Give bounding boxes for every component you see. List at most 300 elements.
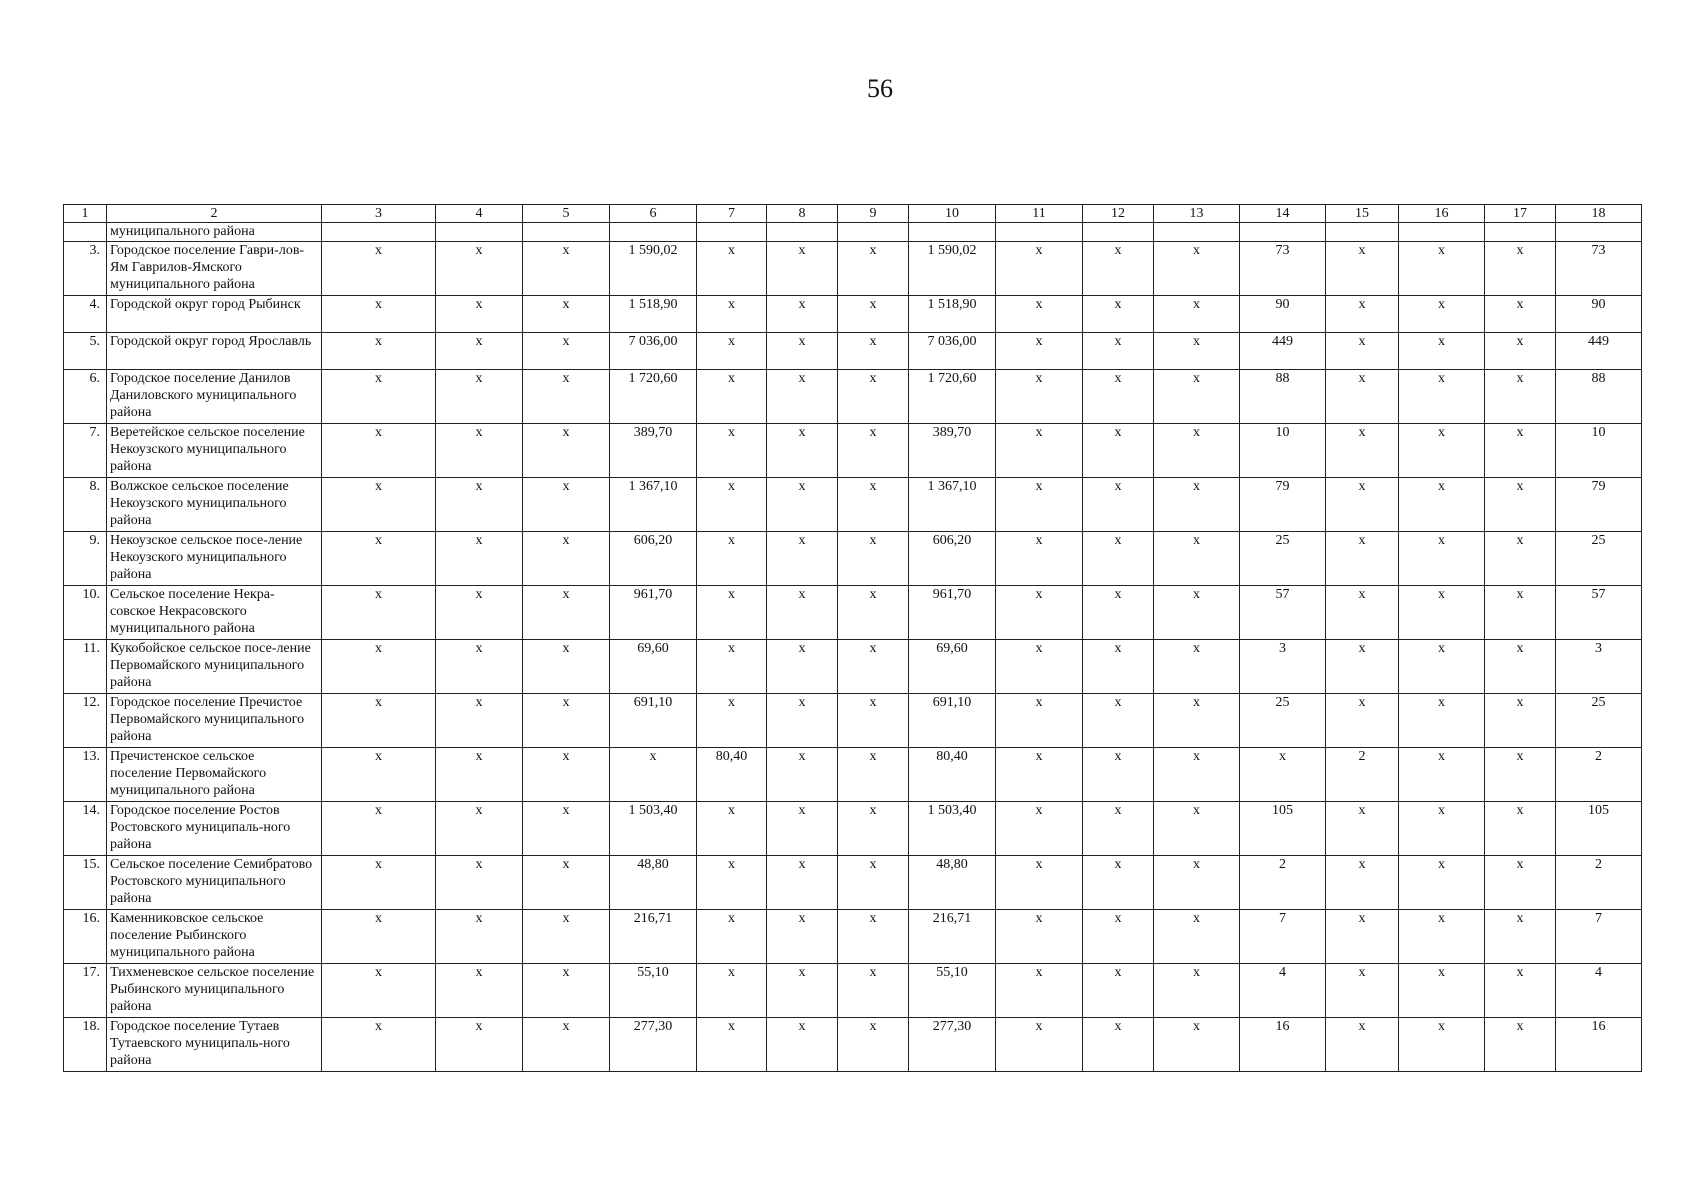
table-cell: 16 [1240, 1018, 1326, 1072]
table-cell: х [767, 586, 838, 640]
table-cell: Пречистенское сельское поселение Первомайского муниципального района [107, 748, 322, 802]
table-row [64, 748, 1642, 802]
table-cell: х [322, 586, 436, 640]
table-cell: 4 [436, 205, 523, 223]
table-cell: х [1154, 532, 1240, 586]
table-cell: 12 [1083, 205, 1154, 223]
table-cell: х [523, 586, 610, 640]
table-cell: 961,70 [909, 586, 996, 640]
table-cell: Сельское поселение Некра-совское Некрасовского муниципального района [107, 586, 322, 640]
table-cell: х [1326, 856, 1399, 910]
table-cell: 1 590,02 [909, 242, 996, 296]
table-cell: х [1399, 1018, 1485, 1072]
table-cell: муниципального района [107, 223, 322, 242]
table-cell [1485, 223, 1556, 242]
table-cell [1154, 223, 1240, 242]
table-cell: х [610, 748, 697, 802]
table-row [64, 1018, 1642, 1072]
table-cell: 5 [523, 205, 610, 223]
table-cell: х [1154, 748, 1240, 802]
table-cell: 4 [1240, 964, 1326, 1018]
table-cell: 25 [1240, 532, 1326, 586]
table-cell: 90 [1556, 296, 1642, 333]
table-cell: х [838, 964, 909, 1018]
table-cell: 17 [1485, 205, 1556, 223]
table-cell: 3. [64, 242, 107, 296]
table-cell: х [767, 333, 838, 370]
table-cell: х [1083, 242, 1154, 296]
table-cell: 7 036,00 [909, 333, 996, 370]
table-cell: 10. [64, 586, 107, 640]
table-cell: х [996, 748, 1083, 802]
table-cell: 15. [64, 856, 107, 910]
table-cell: х [996, 1018, 1083, 1072]
table-cell [64, 223, 107, 242]
table-cell: 48,80 [610, 856, 697, 910]
table-cell: 88 [1240, 370, 1326, 424]
table-cell: х [523, 242, 610, 296]
table-cell: х [523, 296, 610, 333]
table-cell: 16 [1556, 1018, 1642, 1072]
table-cell [1326, 223, 1399, 242]
table-cell: 961,70 [610, 586, 697, 640]
table-cell: 55,10 [909, 964, 996, 1018]
table-cell: х [1399, 964, 1485, 1018]
table-cell: х [697, 856, 767, 910]
table-cell: Веретейское сельское поселение Некоузского муниципального района [107, 424, 322, 478]
table-cell: х [322, 370, 436, 424]
table-cell: х [1083, 1018, 1154, 1072]
table-cell: 2 [1240, 856, 1326, 910]
table-cell: х [1326, 1018, 1399, 1072]
table-cell: х [436, 856, 523, 910]
table-cell: 216,71 [610, 910, 697, 964]
table-cell: 7 [1556, 910, 1642, 964]
table-cell: 55,10 [610, 964, 697, 1018]
table-cell: х [767, 802, 838, 856]
table-cell: х [1326, 478, 1399, 532]
table-cell: х [322, 910, 436, 964]
table-cell: х [1399, 748, 1485, 802]
table-cell: х [1485, 856, 1556, 910]
table-cell: х [1399, 478, 1485, 532]
column-number-row [64, 205, 1642, 223]
table-cell: х [1485, 964, 1556, 1018]
table-cell: х [697, 478, 767, 532]
table-cell: х [523, 856, 610, 910]
table-cell: х [1083, 333, 1154, 370]
table-cell: х [1154, 694, 1240, 748]
table-cell: х [322, 242, 436, 296]
table-cell: 8 [767, 205, 838, 223]
table-cell: х [996, 424, 1083, 478]
table-cell: 5. [64, 333, 107, 370]
table-cell: х [838, 424, 909, 478]
table-cell: х [523, 532, 610, 586]
table-cell: х [767, 856, 838, 910]
table-cell: 25 [1240, 694, 1326, 748]
table-cell: 16 [1399, 205, 1485, 223]
table-cell: 10 [909, 205, 996, 223]
table-cell: х [1083, 694, 1154, 748]
table-cell: х [767, 424, 838, 478]
table-cell: х [436, 586, 523, 640]
table-cell: 57 [1556, 586, 1642, 640]
table-cell: Городской округ город Ярославль [107, 333, 322, 370]
table-cell: х [838, 640, 909, 694]
table-cell: х [1485, 424, 1556, 478]
table-cell: х [697, 640, 767, 694]
table-cell: х [697, 370, 767, 424]
table-cell: х [996, 694, 1083, 748]
table-cell: 1 590,02 [610, 242, 697, 296]
table-cell [1083, 223, 1154, 242]
table-cell [1240, 223, 1326, 242]
table-cell: 691,10 [610, 694, 697, 748]
table-cell: х [322, 802, 436, 856]
table-cell: х [1485, 694, 1556, 748]
table-cell: 3 [322, 205, 436, 223]
table-cell: х [523, 748, 610, 802]
table-cell: х [436, 964, 523, 1018]
table-cell: 7 036,00 [610, 333, 697, 370]
table-cell: 4 [1556, 964, 1642, 1018]
table-cell: х [1326, 532, 1399, 586]
table-cell: х [697, 296, 767, 333]
table-cell: х [1083, 910, 1154, 964]
table-cell: х [1399, 586, 1485, 640]
table-cell: х [523, 1018, 610, 1072]
table-cell: х [697, 586, 767, 640]
table-cell: х [1485, 802, 1556, 856]
table-cell: х [697, 333, 767, 370]
table-cell [1399, 223, 1485, 242]
table-cell: х [1083, 296, 1154, 333]
table-cell: 277,30 [610, 1018, 697, 1072]
table-cell: х [838, 694, 909, 748]
table-cell: х [767, 370, 838, 424]
table-cell: х [1326, 333, 1399, 370]
table-cell: х [436, 242, 523, 296]
table-cell: х [436, 296, 523, 333]
table-cell: х [996, 640, 1083, 694]
table-cell: х [1154, 640, 1240, 694]
table-cell: 449 [1240, 333, 1326, 370]
table-row [64, 964, 1642, 1018]
table-cell: х [436, 478, 523, 532]
table-cell: х [1399, 424, 1485, 478]
table-cell: х [1399, 370, 1485, 424]
table-cell: х [1154, 802, 1240, 856]
table-row [64, 694, 1642, 748]
table-cell: 25 [1556, 532, 1642, 586]
table-cell: 2 [1556, 748, 1642, 802]
table-cell: х [1154, 242, 1240, 296]
table-cell: х [767, 532, 838, 586]
table-cell: х [1485, 333, 1556, 370]
table-cell: 7. [64, 424, 107, 478]
table-cell: х [322, 478, 436, 532]
table-cell: х [767, 478, 838, 532]
table-cell: 1 518,90 [610, 296, 697, 333]
table-cell: х [1326, 802, 1399, 856]
table-cell: Городское поселение Тутаев Тутаевского муниципаль-ного района [107, 1018, 322, 1072]
table-cell: х [1154, 296, 1240, 333]
table-cell: 88 [1556, 370, 1642, 424]
table-cell: 4. [64, 296, 107, 333]
table-cell: х [697, 802, 767, 856]
table-cell: 18. [64, 1018, 107, 1072]
table-cell: Сельское поселение Семибратово Ростовского муниципального района [107, 856, 322, 910]
table-cell: Городской округ город Рыбинск [107, 296, 322, 333]
table-cell: 277,30 [909, 1018, 996, 1072]
table-cell: х [767, 910, 838, 964]
table-cell: х [996, 586, 1083, 640]
table-row [64, 910, 1642, 964]
table-cell: 25 [1556, 694, 1642, 748]
table-cell: 1 503,40 [610, 802, 697, 856]
table-cell: х [322, 964, 436, 1018]
table-cell: х [322, 424, 436, 478]
data-table [63, 204, 1642, 1072]
table-cell: х [436, 1018, 523, 1072]
table-cell: х [523, 478, 610, 532]
table-cell: х [1485, 242, 1556, 296]
table-cell: х [523, 333, 610, 370]
table-cell: 691,10 [909, 694, 996, 748]
table-cell: 1 518,90 [909, 296, 996, 333]
table-cell: 69,60 [909, 640, 996, 694]
table-cell: х [838, 532, 909, 586]
table-cell: х [697, 964, 767, 1018]
table-cell: х [838, 333, 909, 370]
table-cell: х [996, 478, 1083, 532]
table-cell: х [1083, 586, 1154, 640]
table-cell: 73 [1556, 242, 1642, 296]
table-cell: х [523, 370, 610, 424]
table-cell: х [1485, 370, 1556, 424]
table-cell: Каменниковское сельское поселение Рыбинского муниципального района [107, 910, 322, 964]
table-cell: х [436, 910, 523, 964]
table-cell: х [1399, 694, 1485, 748]
table-cell: х [322, 296, 436, 333]
table-cell: 6. [64, 370, 107, 424]
table-cell: х [1326, 242, 1399, 296]
table-cell: 1 [64, 205, 107, 223]
table-cell: х [1399, 242, 1485, 296]
table-cell: х [1083, 532, 1154, 586]
table-cell: 449 [1556, 333, 1642, 370]
table-cell: х [1154, 856, 1240, 910]
table-cell: 2 [1556, 856, 1642, 910]
table-cell: 48,80 [909, 856, 996, 910]
table-cell: Кукобойское сельское посе-ление Первомайского муниципального района [107, 640, 322, 694]
table-cell: х [697, 532, 767, 586]
table-cell [322, 223, 436, 242]
table-cell: 3 [1240, 640, 1326, 694]
table-cell: х [1485, 296, 1556, 333]
table-cell: 1 720,60 [909, 370, 996, 424]
table-cell: 1 367,10 [909, 478, 996, 532]
table-row [64, 802, 1642, 856]
table-cell: х [1326, 694, 1399, 748]
table-cell: х [1154, 586, 1240, 640]
table-cell: х [322, 1018, 436, 1072]
table-cell: 14. [64, 802, 107, 856]
table-cell: 1 503,40 [909, 802, 996, 856]
table-cell: х [322, 694, 436, 748]
table-cell: х [1083, 370, 1154, 424]
table-cell: х [996, 296, 1083, 333]
table-cell: 3 [1556, 640, 1642, 694]
table-cell: 11. [64, 640, 107, 694]
table-cell: х [436, 694, 523, 748]
table-cell: 90 [1240, 296, 1326, 333]
table-cell: 73 [1240, 242, 1326, 296]
table-cell: 11 [996, 205, 1083, 223]
table-cell: х [523, 802, 610, 856]
table-row [64, 586, 1642, 640]
table-cell: 69,60 [610, 640, 697, 694]
table-cell: х [996, 964, 1083, 1018]
table-cell: х [1485, 748, 1556, 802]
table-cell: х [838, 910, 909, 964]
table-cell: х [523, 640, 610, 694]
table-cell: х [1485, 910, 1556, 964]
table-cell: 389,70 [610, 424, 697, 478]
table-cell: х [697, 910, 767, 964]
table-cell: х [523, 694, 610, 748]
table-cell: 17. [64, 964, 107, 1018]
table-cell: 13. [64, 748, 107, 802]
table-cell: х [838, 748, 909, 802]
table-cell: Городское поселение Ростов Ростовского муниципаль-ного района [107, 802, 322, 856]
table-cell: Тихменевское сельское поселение Рыбинского муниципального района [107, 964, 322, 1018]
table-cell: 12. [64, 694, 107, 748]
table-cell: х [1485, 1018, 1556, 1072]
table-cell: х [1326, 640, 1399, 694]
table-cell: х [996, 242, 1083, 296]
table-cell: 15 [1326, 205, 1399, 223]
table-cell: х [322, 532, 436, 586]
table-cell [1556, 223, 1642, 242]
table-cell: х [1485, 586, 1556, 640]
table-cell: Городское поселение Пречистое Первомайского муниципального района [107, 694, 322, 748]
table-cell: х [1326, 296, 1399, 333]
table-cell: 13 [1154, 205, 1240, 223]
table-cell: х [1399, 802, 1485, 856]
table-cell: х [838, 802, 909, 856]
table-cell: х [838, 242, 909, 296]
table-cell: 8. [64, 478, 107, 532]
table-cell: х [1399, 532, 1485, 586]
table-cell: х [1154, 1018, 1240, 1072]
table-cell: 79 [1240, 478, 1326, 532]
table-cell: х [436, 748, 523, 802]
table-cell: 10 [1556, 424, 1642, 478]
table-cell: х [996, 856, 1083, 910]
table-cell: х [697, 424, 767, 478]
table-cell: 389,70 [909, 424, 996, 478]
table-cell: х [838, 370, 909, 424]
table-cell: х [322, 640, 436, 694]
table-cell: х [697, 242, 767, 296]
table-cell: 18 [1556, 205, 1642, 223]
table-cell: х [1083, 640, 1154, 694]
table-cell: х [1399, 910, 1485, 964]
table-cell: х [523, 910, 610, 964]
table-cell: х [1154, 370, 1240, 424]
table-cell: х [1083, 478, 1154, 532]
table-cell [909, 223, 996, 242]
table-cell [610, 223, 697, 242]
table-cell: 1 720,60 [610, 370, 697, 424]
table-cell [436, 223, 523, 242]
table-cell: х [767, 640, 838, 694]
table-cell: х [1485, 532, 1556, 586]
table-cell: х [322, 748, 436, 802]
table-cell: х [523, 964, 610, 1018]
table-cell: х [838, 1018, 909, 1072]
table-row [64, 223, 1642, 242]
table-cell: 105 [1556, 802, 1642, 856]
table-cell: х [1083, 964, 1154, 1018]
table-cell: х [322, 333, 436, 370]
table-cell: х [996, 370, 1083, 424]
table-cell: 606,20 [909, 532, 996, 586]
table-cell [838, 223, 909, 242]
table-cell: х [838, 478, 909, 532]
table-cell: 57 [1240, 586, 1326, 640]
table-cell: х [1326, 586, 1399, 640]
table-cell: х [838, 586, 909, 640]
table-cell: Некоузское сельское посе-ление Некоузского муниципального района [107, 532, 322, 586]
table-cell: 16. [64, 910, 107, 964]
table-cell: 2 [107, 205, 322, 223]
table-cell: х [1485, 640, 1556, 694]
table-cell: х [697, 1018, 767, 1072]
table-cell: х [1154, 333, 1240, 370]
table-cell: 7 [1240, 910, 1326, 964]
table-cell: х [1485, 478, 1556, 532]
page-number: 56 [867, 74, 893, 103]
table-cell: х [436, 640, 523, 694]
table-cell: 216,71 [909, 910, 996, 964]
table-cell: х [436, 424, 523, 478]
table-cell: х [1326, 424, 1399, 478]
table-cell [523, 223, 610, 242]
table-cell: х [1083, 802, 1154, 856]
table-cell: х [436, 370, 523, 424]
table-cell: х [996, 532, 1083, 586]
table-cell: Городское поселение Данилов Даниловского муниципального района [107, 370, 322, 424]
table-cell [996, 223, 1083, 242]
table-cell: х [767, 694, 838, 748]
table-cell: х [1240, 748, 1326, 802]
table-cell: х [436, 333, 523, 370]
table-cell: х [1154, 964, 1240, 1018]
table-row [64, 333, 1642, 370]
table-cell: 14 [1240, 205, 1326, 223]
table-cell: 606,20 [610, 532, 697, 586]
table-row [64, 296, 1642, 333]
table-row [64, 856, 1642, 910]
table-cell: х [996, 910, 1083, 964]
table-row [64, 532, 1642, 586]
table-row [64, 424, 1642, 478]
table-cell: х [1326, 964, 1399, 1018]
table-cell [697, 223, 767, 242]
